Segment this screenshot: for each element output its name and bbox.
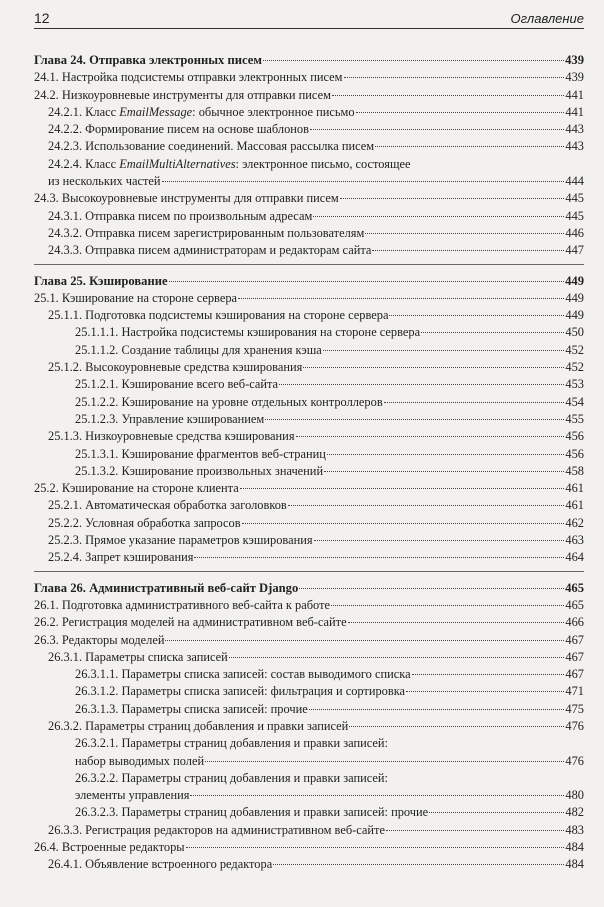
toc-entry-title: 25.1.3. Низкоуровневые средства кэширования — [48, 429, 295, 444]
dot-leader — [384, 402, 565, 403]
toc-entry-title: 26.3. Редакторы моделей — [34, 632, 165, 647]
page-header — [34, 8, 584, 29]
toc-entry-title: 25.2.1. Автоматическая обработка заголовков — [48, 498, 287, 513]
toc-chapter-entry[interactable] — [34, 273, 584, 290]
dot-leader — [356, 112, 565, 113]
toc-entry-title: 24.1. Настройка подсистемы отправки электронных писем — [34, 70, 343, 85]
dot-leader — [323, 350, 565, 351]
dot-leader — [169, 281, 565, 282]
toc-entry-title: 26.4.1. Объявление встроенного редактора — [48, 857, 273, 872]
toc-entry[interactable] — [34, 156, 584, 173]
dot-leader — [331, 605, 564, 606]
toc-entry-title: набор выводимых полей — [75, 753, 205, 768]
dot-leader — [238, 298, 564, 299]
toc-entry[interactable] — [34, 225, 584, 242]
running-title: Оглавление — [510, 11, 584, 26]
toc-entry[interactable] — [34, 138, 584, 155]
toc-entry-title: 26.1. Подготовка административного веб-сайта к работе — [34, 597, 330, 612]
toc-page-number: 465 — [565, 597, 584, 612]
toc-entry-title: 24.2. Низкоуровневые инструменты для отправки писем — [34, 87, 331, 102]
toc-entry-title: 24.2.4. Класс EmailMultiAlternatives: электронное письмо, состоящее — [48, 156, 411, 171]
toc-entry[interactable] — [34, 480, 584, 497]
toc-entry-title: 26.3.2.2. Параметры страниц добавления и правки записей: — [75, 770, 388, 785]
toc-page-number: 471 — [565, 684, 584, 699]
dot-leader — [365, 233, 564, 234]
toc-entry[interactable] — [34, 597, 584, 614]
dot-leader — [242, 523, 565, 524]
toc-entry[interactable] — [34, 307, 584, 324]
toc-entry-title: 24.2.1. Класс EmailMessage: обычное электронное письмо — [48, 104, 355, 119]
dot-leader — [412, 674, 565, 675]
toc-entry-title: 24.3.3. Отправка писем администраторам и редакторам сайта — [48, 243, 372, 258]
dot-leader — [190, 795, 564, 796]
toc-page-number: 461 — [565, 498, 584, 513]
toc-page-number: 456 — [565, 446, 584, 461]
dot-leader — [263, 60, 564, 61]
toc-entry-title: 26.3.3. Регистрация редакторов на административном веб-сайте — [48, 822, 385, 837]
dot-leader — [372, 250, 564, 251]
dot-leader — [327, 454, 565, 455]
toc-page-number: 452 — [565, 342, 584, 357]
toc-entry[interactable] — [34, 208, 584, 225]
toc-entry-title: 25.2.4. Запрет кэширования — [48, 550, 194, 565]
dot-leader — [324, 471, 564, 472]
toc-entry-title: 25.1.3.2. Кэширование произвольных значений — [75, 463, 324, 478]
toc-page-number: 467 — [565, 667, 584, 682]
dot-leader — [375, 146, 564, 147]
toc-entry-title: 25.1.2.3. Управление кэшированием — [75, 411, 265, 426]
toc-entry-title: 26.3.1. Параметры списка записей — [48, 649, 228, 664]
dot-leader — [194, 557, 564, 558]
toc-entry-title: 24.3.2. Отправка писем зарегистрированным пользователям — [48, 225, 365, 240]
toc-entry[interactable] — [34, 787, 584, 804]
dot-leader — [332, 95, 564, 96]
toc-entry[interactable] — [34, 342, 584, 359]
toc-entry[interactable] — [34, 446, 584, 463]
toc-page-number: 455 — [565, 411, 584, 426]
toc-entry[interactable] — [34, 104, 584, 121]
dot-leader — [205, 761, 564, 762]
toc-entry[interactable] — [34, 394, 584, 411]
dot-leader — [386, 830, 564, 831]
toc-entry[interactable] — [34, 701, 584, 718]
toc-entry[interactable] — [34, 359, 584, 376]
dot-leader — [309, 709, 565, 710]
toc-entry[interactable] — [34, 666, 584, 683]
toc-page-number: 453 — [565, 377, 584, 392]
toc-entry-title: 26.2. Регистрация моделей на административном веб-сайте — [34, 615, 347, 630]
toc-page-number: 439 — [565, 53, 584, 67]
toc-entry[interactable] — [34, 515, 584, 532]
toc-page-number: 462 — [565, 515, 584, 530]
toc-page-number: 450 — [565, 325, 584, 340]
toc-entry-title: 25.2.3. Прямое указание параметров кэширования — [48, 533, 313, 548]
toc-page-number: 463 — [565, 533, 584, 548]
dot-leader — [421, 332, 564, 333]
toc-page-number: 458 — [565, 463, 584, 478]
toc-entry-title: 26.3.2.3. Параметры страниц добавления и правки записей: прочие — [75, 805, 429, 820]
dot-leader — [265, 419, 564, 420]
dot-leader — [288, 505, 565, 506]
toc-entry-title: 26.4. Встроенные редакторы — [34, 840, 185, 855]
page-number: 12 — [34, 10, 50, 26]
toc-entry-title: 24.3.1. Отправка писем по произвольным адресам — [48, 208, 313, 223]
toc-entry[interactable] — [34, 173, 584, 190]
toc-entry-title: из нескольких частей — [48, 174, 161, 189]
dot-leader — [240, 488, 565, 489]
toc-entry[interactable] — [34, 549, 584, 566]
toc-entry[interactable] — [34, 190, 584, 207]
toc-entry-title: 25.1.1.1. Настройка подсистемы кэширования на стороне сервера — [75, 325, 421, 340]
toc-page-number: 447 — [565, 243, 584, 258]
toc-page-number: 480 — [565, 788, 584, 803]
toc-entry[interactable] — [34, 632, 584, 649]
toc-entry[interactable] — [34, 614, 584, 631]
toc-page-number: 467 — [565, 632, 584, 647]
toc-page-number: 449 — [565, 290, 584, 305]
dot-leader — [349, 726, 564, 727]
dot-leader — [406, 691, 564, 692]
toc-entry-title: 25.1.1. Подготовка подсистемы кэширования на стороне сервера — [48, 308, 389, 323]
toc-entry[interactable] — [34, 242, 584, 259]
toc-page-number: 439 — [565, 70, 584, 85]
dot-leader — [186, 847, 565, 848]
toc-entry[interactable] — [34, 718, 584, 735]
toc-entry-title: 25.1.2.1. Кэширование всего веб-сайта — [75, 377, 279, 392]
toc-entry[interactable] — [34, 463, 584, 480]
dot-leader — [299, 588, 564, 589]
toc-entry-title: 26.3.1.1. Параметры списка записей: состав выводимого списка — [75, 667, 411, 682]
toc-entry[interactable] — [34, 683, 584, 700]
toc-entry[interactable] — [34, 770, 584, 787]
dot-leader — [313, 216, 564, 217]
toc-entry-title: 26.3.2. Параметры страниц добавления и правки записей — [48, 718, 349, 733]
toc-page-number: 475 — [565, 701, 584, 716]
toc-page-number: 443 — [565, 122, 584, 137]
toc-entry-title: 24.3. Высокоуровневые инструменты для отправки писем — [34, 191, 339, 206]
dot-leader — [348, 622, 565, 623]
toc-entry[interactable] — [34, 428, 584, 445]
dot-leader — [344, 77, 565, 78]
toc-entry[interactable] — [34, 290, 584, 307]
toc-entry-title: 26.3.1.3. Параметры списка записей: прочие — [75, 701, 308, 716]
table-of-contents — [34, 52, 584, 874]
toc-page-number: 467 — [565, 649, 584, 664]
toc-entry-title: 25.2.2. Условная обработка запросов — [48, 515, 241, 530]
chapter-divider — [34, 571, 584, 580]
toc-entry-title: 26.3.1.2. Параметры списка записей: фильтрация и сортировка — [75, 684, 406, 699]
toc-entry[interactable] — [34, 753, 584, 770]
dot-leader — [296, 436, 565, 437]
toc-entry[interactable] — [34, 324, 584, 341]
toc-entry[interactable] — [34, 822, 584, 839]
chapter-divider — [34, 264, 584, 273]
toc-page-number: 466 — [565, 615, 584, 630]
toc-entry[interactable] — [34, 735, 584, 752]
toc-entry-title: 25.2. Кэширование на стороне клиента — [34, 481, 239, 496]
toc-entry[interactable] — [34, 121, 584, 138]
toc-entry[interactable] — [34, 856, 584, 873]
dot-leader — [340, 198, 565, 199]
toc-page-number: 476 — [565, 753, 584, 768]
toc-entry-title: 24.2.2. Формирование писем на основе шаблонов — [48, 122, 309, 137]
toc-entry-title: Глава 24. Отправка электронных писем — [34, 53, 262, 67]
toc-page-number: 484 — [565, 857, 584, 872]
toc-entry-title: 25.1.1.2. Создание таблицы для хранения кэша — [75, 342, 322, 357]
dot-leader — [229, 657, 565, 658]
toc-entry[interactable] — [34, 411, 584, 428]
toc-page-number: 445 — [565, 208, 584, 223]
dot-leader — [314, 540, 565, 541]
toc-page-number: 454 — [565, 394, 584, 409]
toc-page-number: 464 — [565, 550, 584, 565]
toc-entry[interactable] — [34, 87, 584, 104]
toc-entry[interactable] — [34, 376, 584, 393]
dot-leader — [429, 812, 564, 813]
toc-entry[interactable] — [34, 839, 584, 856]
toc-page-number: 441 — [565, 87, 584, 102]
toc-entry[interactable] — [34, 804, 584, 821]
toc-page-number: 456 — [565, 429, 584, 444]
toc-page-number: 443 — [565, 139, 584, 154]
dot-leader — [165, 640, 564, 641]
toc-page-number: 449 — [565, 273, 584, 288]
toc-page-number: 446 — [565, 225, 584, 240]
toc-page-number: 449 — [565, 308, 584, 323]
toc-chapter-entry[interactable] — [34, 52, 584, 69]
toc-page-number: 441 — [565, 104, 584, 119]
toc-entry[interactable] — [34, 532, 584, 549]
dot-leader — [303, 367, 564, 368]
toc-entry-title: 25.1.2. Высокоуровневые средства кэширования — [48, 360, 303, 375]
toc-chapter-entry[interactable] — [34, 580, 584, 597]
toc-entry[interactable] — [34, 69, 584, 86]
dot-leader — [279, 384, 564, 385]
toc-entry-title: 25.1.3.1. Кэширование фрагментов веб-страниц — [75, 446, 326, 461]
toc-page-number: 465 — [565, 580, 584, 595]
toc-entry-title: Глава 25. Кэширование — [34, 273, 168, 288]
toc-page-number: 484 — [565, 840, 584, 855]
dot-leader — [273, 864, 564, 865]
toc-page-number: 476 — [565, 718, 584, 733]
dot-leader — [162, 181, 565, 182]
toc-entry-title: 26.3.2.1. Параметры страниц добавления и правки записей: — [75, 736, 388, 751]
dot-leader — [389, 315, 564, 316]
toc-entry-title: 25.1.2.2. Кэширование на уровне отдельных контроллеров — [75, 394, 383, 409]
dot-leader — [310, 129, 564, 130]
toc-page-number: 445 — [565, 191, 584, 206]
toc-page-number: 482 — [565, 805, 584, 820]
toc-page-number: 452 — [565, 360, 584, 375]
toc-entry-title: элементы управления — [75, 788, 190, 803]
toc-entry-title: 24.2.3. Использование соединений. Массовая рассылка писем — [48, 139, 375, 154]
toc-entry[interactable] — [34, 649, 584, 666]
toc-page-number: 483 — [565, 822, 584, 837]
toc-entry-title: 25.1. Кэширование на стороне сервера — [34, 290, 238, 305]
toc-entry-title: Глава 26. Административный веб-сайт Django — [34, 580, 299, 595]
toc-page-number: 461 — [565, 481, 584, 496]
toc-page-number: 444 — [565, 174, 584, 189]
toc-entry[interactable] — [34, 497, 584, 514]
